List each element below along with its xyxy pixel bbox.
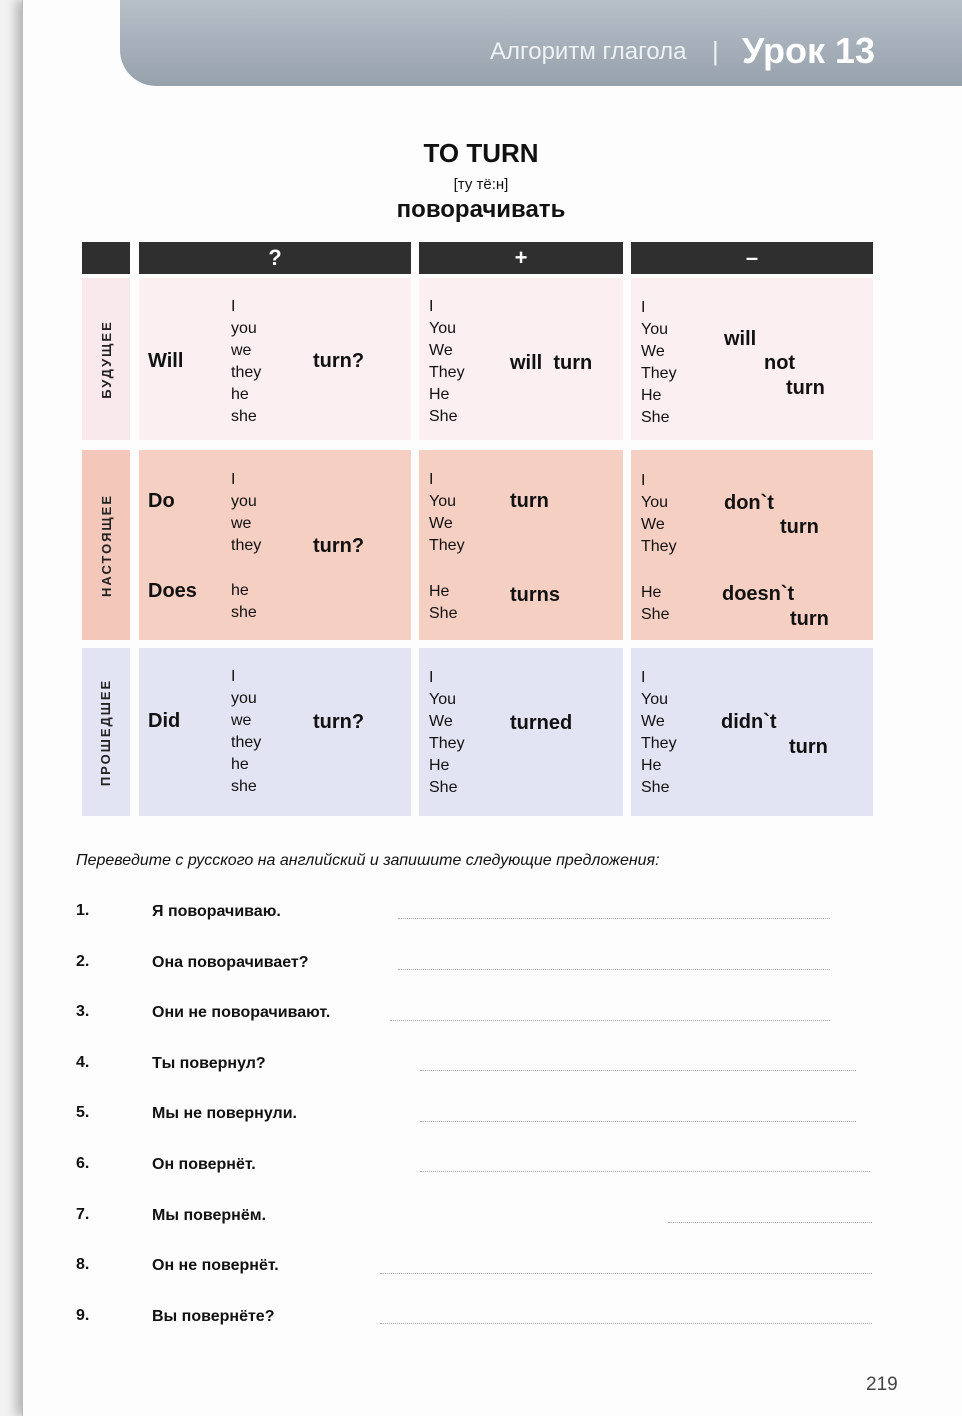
- exercise-answer-line[interactable]: [420, 1070, 856, 1071]
- present-p-verb-turns: turns: [510, 584, 560, 606]
- present-n-pronouns1: I You We They: [641, 472, 677, 555]
- exercise-text: Ты повернул?: [152, 1055, 266, 1072]
- exercise-text: Мы повернём.: [152, 1207, 267, 1224]
- present-n-pronouns2: He She: [641, 584, 670, 623]
- exercise-number: 1.: [76, 902, 90, 919]
- exercise-number: 9.: [76, 1307, 90, 1324]
- past-q-verb: turn?: [313, 711, 365, 733]
- exercise-text: Мы не повернули.: [152, 1105, 297, 1122]
- header-question: ?: [139, 242, 411, 274]
- exercise-answer-line[interactable]: [390, 1020, 830, 1021]
- present-label: НАСТОЯЩЕЕ: [98, 493, 114, 597]
- present-n-doesnt: doesn`t: [722, 583, 795, 605]
- present-q-aux-does: Does: [148, 580, 197, 602]
- present-q-pronouns2: he she: [231, 582, 257, 621]
- past-p-verb: turned: [510, 712, 573, 734]
- header-section: Алгоритм глагола: [490, 38, 687, 65]
- exercise-answer-line[interactable]: [380, 1273, 872, 1274]
- exercise-text: Он повернёт.: [152, 1156, 256, 1173]
- past-n-turn: turn: [789, 736, 828, 758]
- exercise-number: 3.: [76, 1003, 90, 1020]
- future-p-verb: will turn: [510, 352, 593, 374]
- verb-translation: поворачивать: [396, 196, 566, 223]
- past-label: ПРОШЕДШЕЕ: [98, 678, 114, 786]
- exercise-answer-line[interactable]: [420, 1121, 856, 1122]
- verb-transcription: [ту тё:н]: [453, 176, 509, 193]
- exercise-answer-line[interactable]: [380, 1323, 872, 1324]
- present-q-verb: turn?: [313, 535, 365, 557]
- exercise-text: Вы повернёте?: [152, 1308, 275, 1325]
- future-q-pronouns: I you we they he she: [231, 298, 262, 425]
- future-n-turn: turn: [786, 377, 825, 399]
- exercise-instruction: Переведите с русского на английский и запишите следующие предложения:: [76, 852, 660, 869]
- past-n-didnt: didn`t: [721, 711, 777, 733]
- exercise-text: Я поворачиваю.: [152, 903, 281, 920]
- header-plus: +: [419, 242, 623, 274]
- present-q-pronouns1: I you we they: [231, 471, 262, 554]
- past-p-pronouns: I You We They He She: [429, 669, 465, 796]
- exercise-answer-line[interactable]: [668, 1222, 872, 1223]
- present-p-verb-turn: turn: [510, 490, 549, 512]
- exercise-text: Они не поворачивают.: [152, 1004, 331, 1021]
- future-n-not: not: [764, 352, 796, 374]
- future-q-aux: Will: [148, 350, 184, 372]
- exercise-answer-line[interactable]: [420, 1171, 870, 1172]
- header-blank: [82, 242, 130, 274]
- past-q-aux: Did: [148, 710, 181, 732]
- page-number: 219: [866, 1374, 898, 1395]
- exercise-number: 6.: [76, 1155, 90, 1172]
- exercise-answer-line[interactable]: [398, 918, 830, 919]
- present-n-doesnt-turn: turn: [790, 608, 829, 630]
- present-p-pronouns2: He She: [429, 583, 458, 622]
- present-n-dont: don`t: [724, 492, 774, 514]
- exercise-answer-line[interactable]: [398, 969, 830, 970]
- past-q-pronouns: I you we they he she: [231, 668, 262, 795]
- verb-title: TO TURN: [423, 138, 539, 168]
- present-n-dont-turn: turn: [780, 516, 819, 538]
- present-q-bg: [139, 450, 411, 640]
- exercise-text: Она поворачивает?: [152, 954, 309, 971]
- exercise-text: Он не повернёт.: [152, 1257, 279, 1274]
- header-lesson: Урок 13: [742, 30, 876, 71]
- present-p-pronouns1: I You We They: [429, 471, 465, 554]
- past-n-pronouns: I You We They He She: [641, 669, 677, 796]
- future-n-pronouns: I You We They He She: [641, 299, 677, 426]
- exercise-number: 4.: [76, 1054, 90, 1071]
- exercise-number: 8.: [76, 1256, 90, 1273]
- exercise-number: 2.: [76, 953, 90, 970]
- present-q-aux-do: Do: [148, 490, 175, 512]
- header-separator: |: [712, 36, 719, 66]
- future-n-will: will: [724, 328, 757, 350]
- future-p-pronouns: I You We They He She: [429, 298, 465, 425]
- header-minus: –: [631, 242, 873, 274]
- exercise-number: 7.: [76, 1206, 90, 1223]
- future-q-verb: turn?: [313, 350, 365, 372]
- exercise-number: 5.: [76, 1104, 90, 1121]
- future-label: БУДУЩЕЕ: [98, 319, 114, 399]
